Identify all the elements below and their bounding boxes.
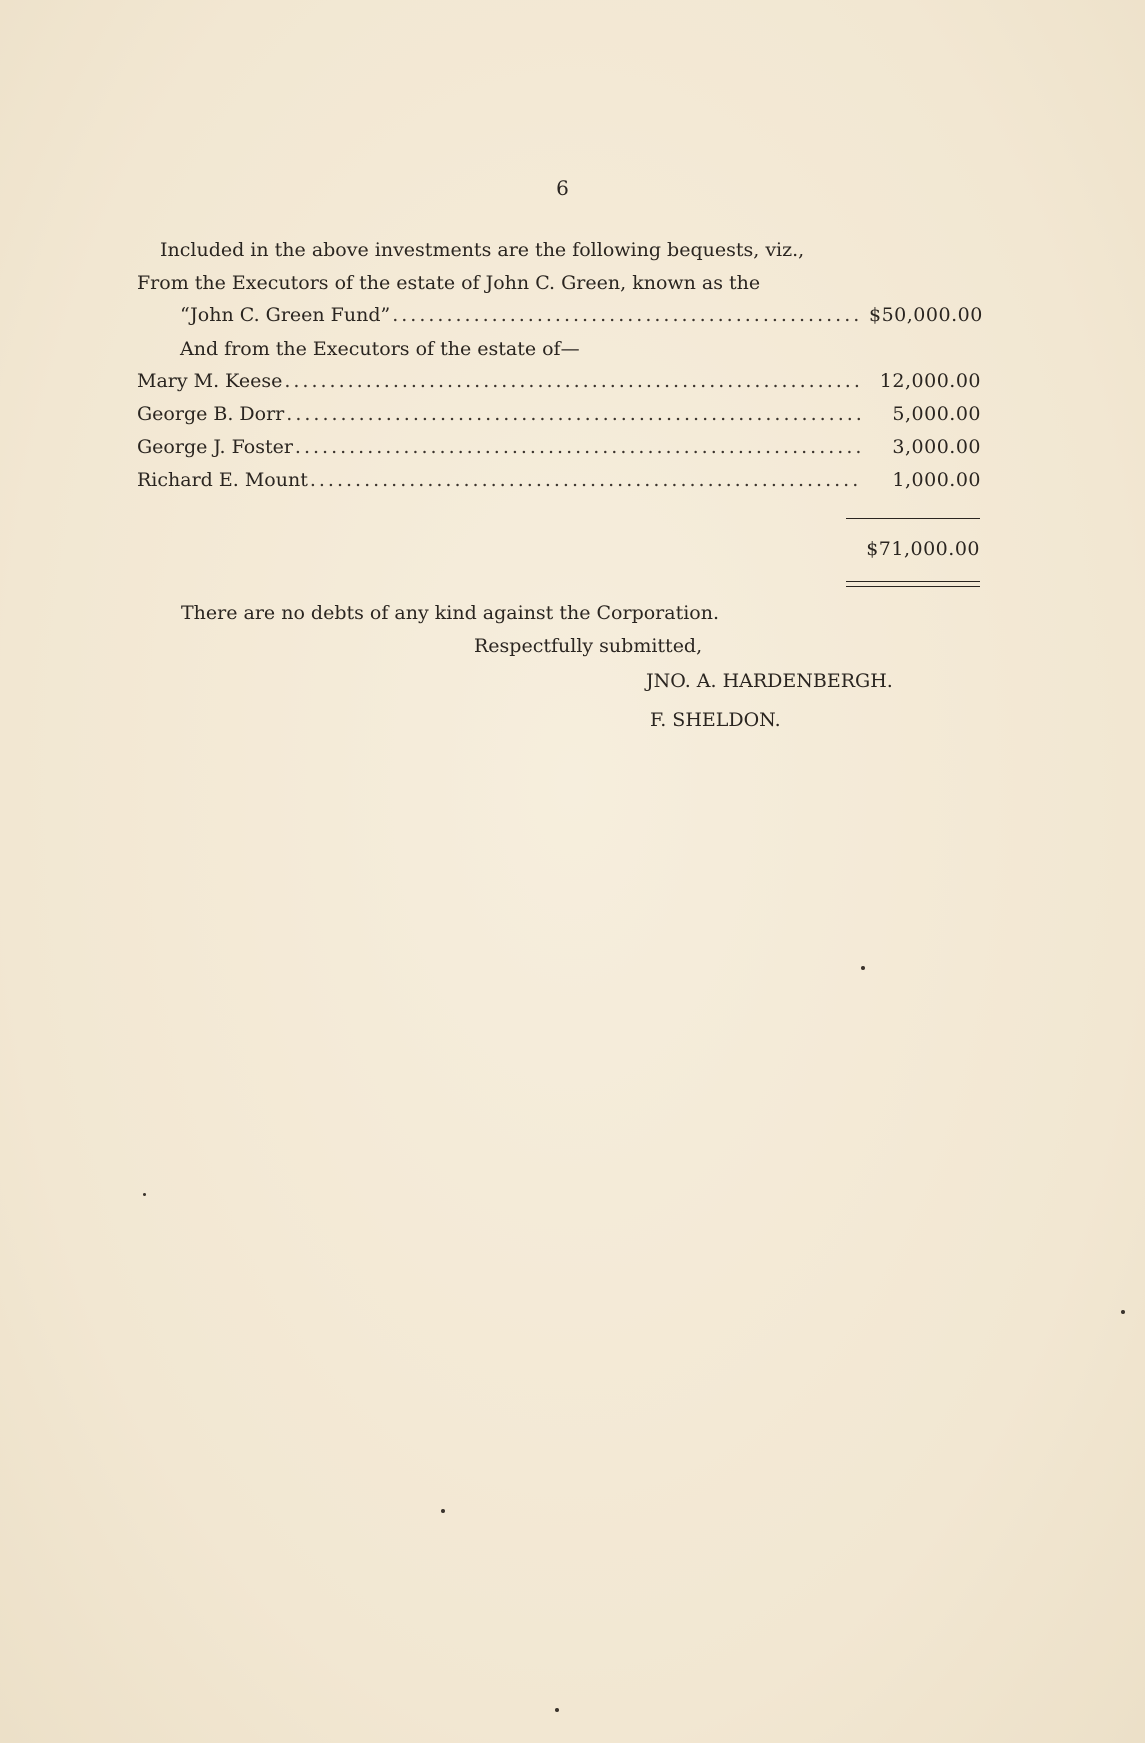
- green-fund-label: “John C. Green Fund”: [180, 304, 391, 326]
- bequest-amount: 12,000.00: [879, 370, 981, 392]
- sum-rule: [846, 518, 980, 519]
- bequest-name: George J. Foster: [137, 436, 293, 458]
- total-amount: $71,000.00: [866, 538, 980, 560]
- bequest-name: George B. Dorr: [137, 403, 285, 425]
- salutation: Respectfully submitted,: [474, 635, 703, 657]
- intro-line-2: From the Executors of the estate of John C. Green, known as the: [137, 272, 761, 294]
- signatory: JNO. A. HARDENBERGH.: [646, 670, 893, 692]
- paper-speck: [555, 1708, 559, 1712]
- bequest-row: [137, 436, 981, 460]
- bequest-row: [137, 370, 981, 394]
- dot-leader: [392, 304, 863, 326]
- bequest-amount: 1,000.00: [892, 469, 981, 491]
- closing-statement: There are no debts of any kind against the Corporation.: [181, 602, 720, 624]
- page-number: 6: [556, 176, 569, 200]
- green-fund-entry: [180, 304, 981, 328]
- dot-leader: [295, 436, 863, 458]
- paper-speck: [861, 966, 865, 970]
- paper-speck: [441, 1509, 445, 1513]
- bequest-name: Mary M. Keese: [137, 370, 283, 392]
- dot-leader: [310, 469, 863, 491]
- bequest-row: [137, 469, 981, 493]
- dot-leader: [284, 370, 863, 392]
- double-rule-bottom: [846, 586, 980, 587]
- green-fund-amount: $50,000.00: [869, 304, 983, 326]
- paper-speck: [1121, 1310, 1125, 1314]
- signatory: F. SHELDON.: [650, 709, 781, 731]
- estate-line: And from the Executors of the estate of—: [180, 338, 580, 360]
- dot-leader: [286, 403, 863, 425]
- bequest-row: [137, 403, 981, 427]
- bequest-amount: 5,000.00: [892, 403, 981, 425]
- double-rule-top: [846, 581, 980, 582]
- paper-speck: [143, 1193, 146, 1196]
- intro-line-1: Included in the above investments are the following bequests, viz.,: [160, 239, 805, 261]
- bequest-amount: 3,000.00: [892, 436, 981, 458]
- bequest-name: Richard E. Mount: [137, 469, 308, 491]
